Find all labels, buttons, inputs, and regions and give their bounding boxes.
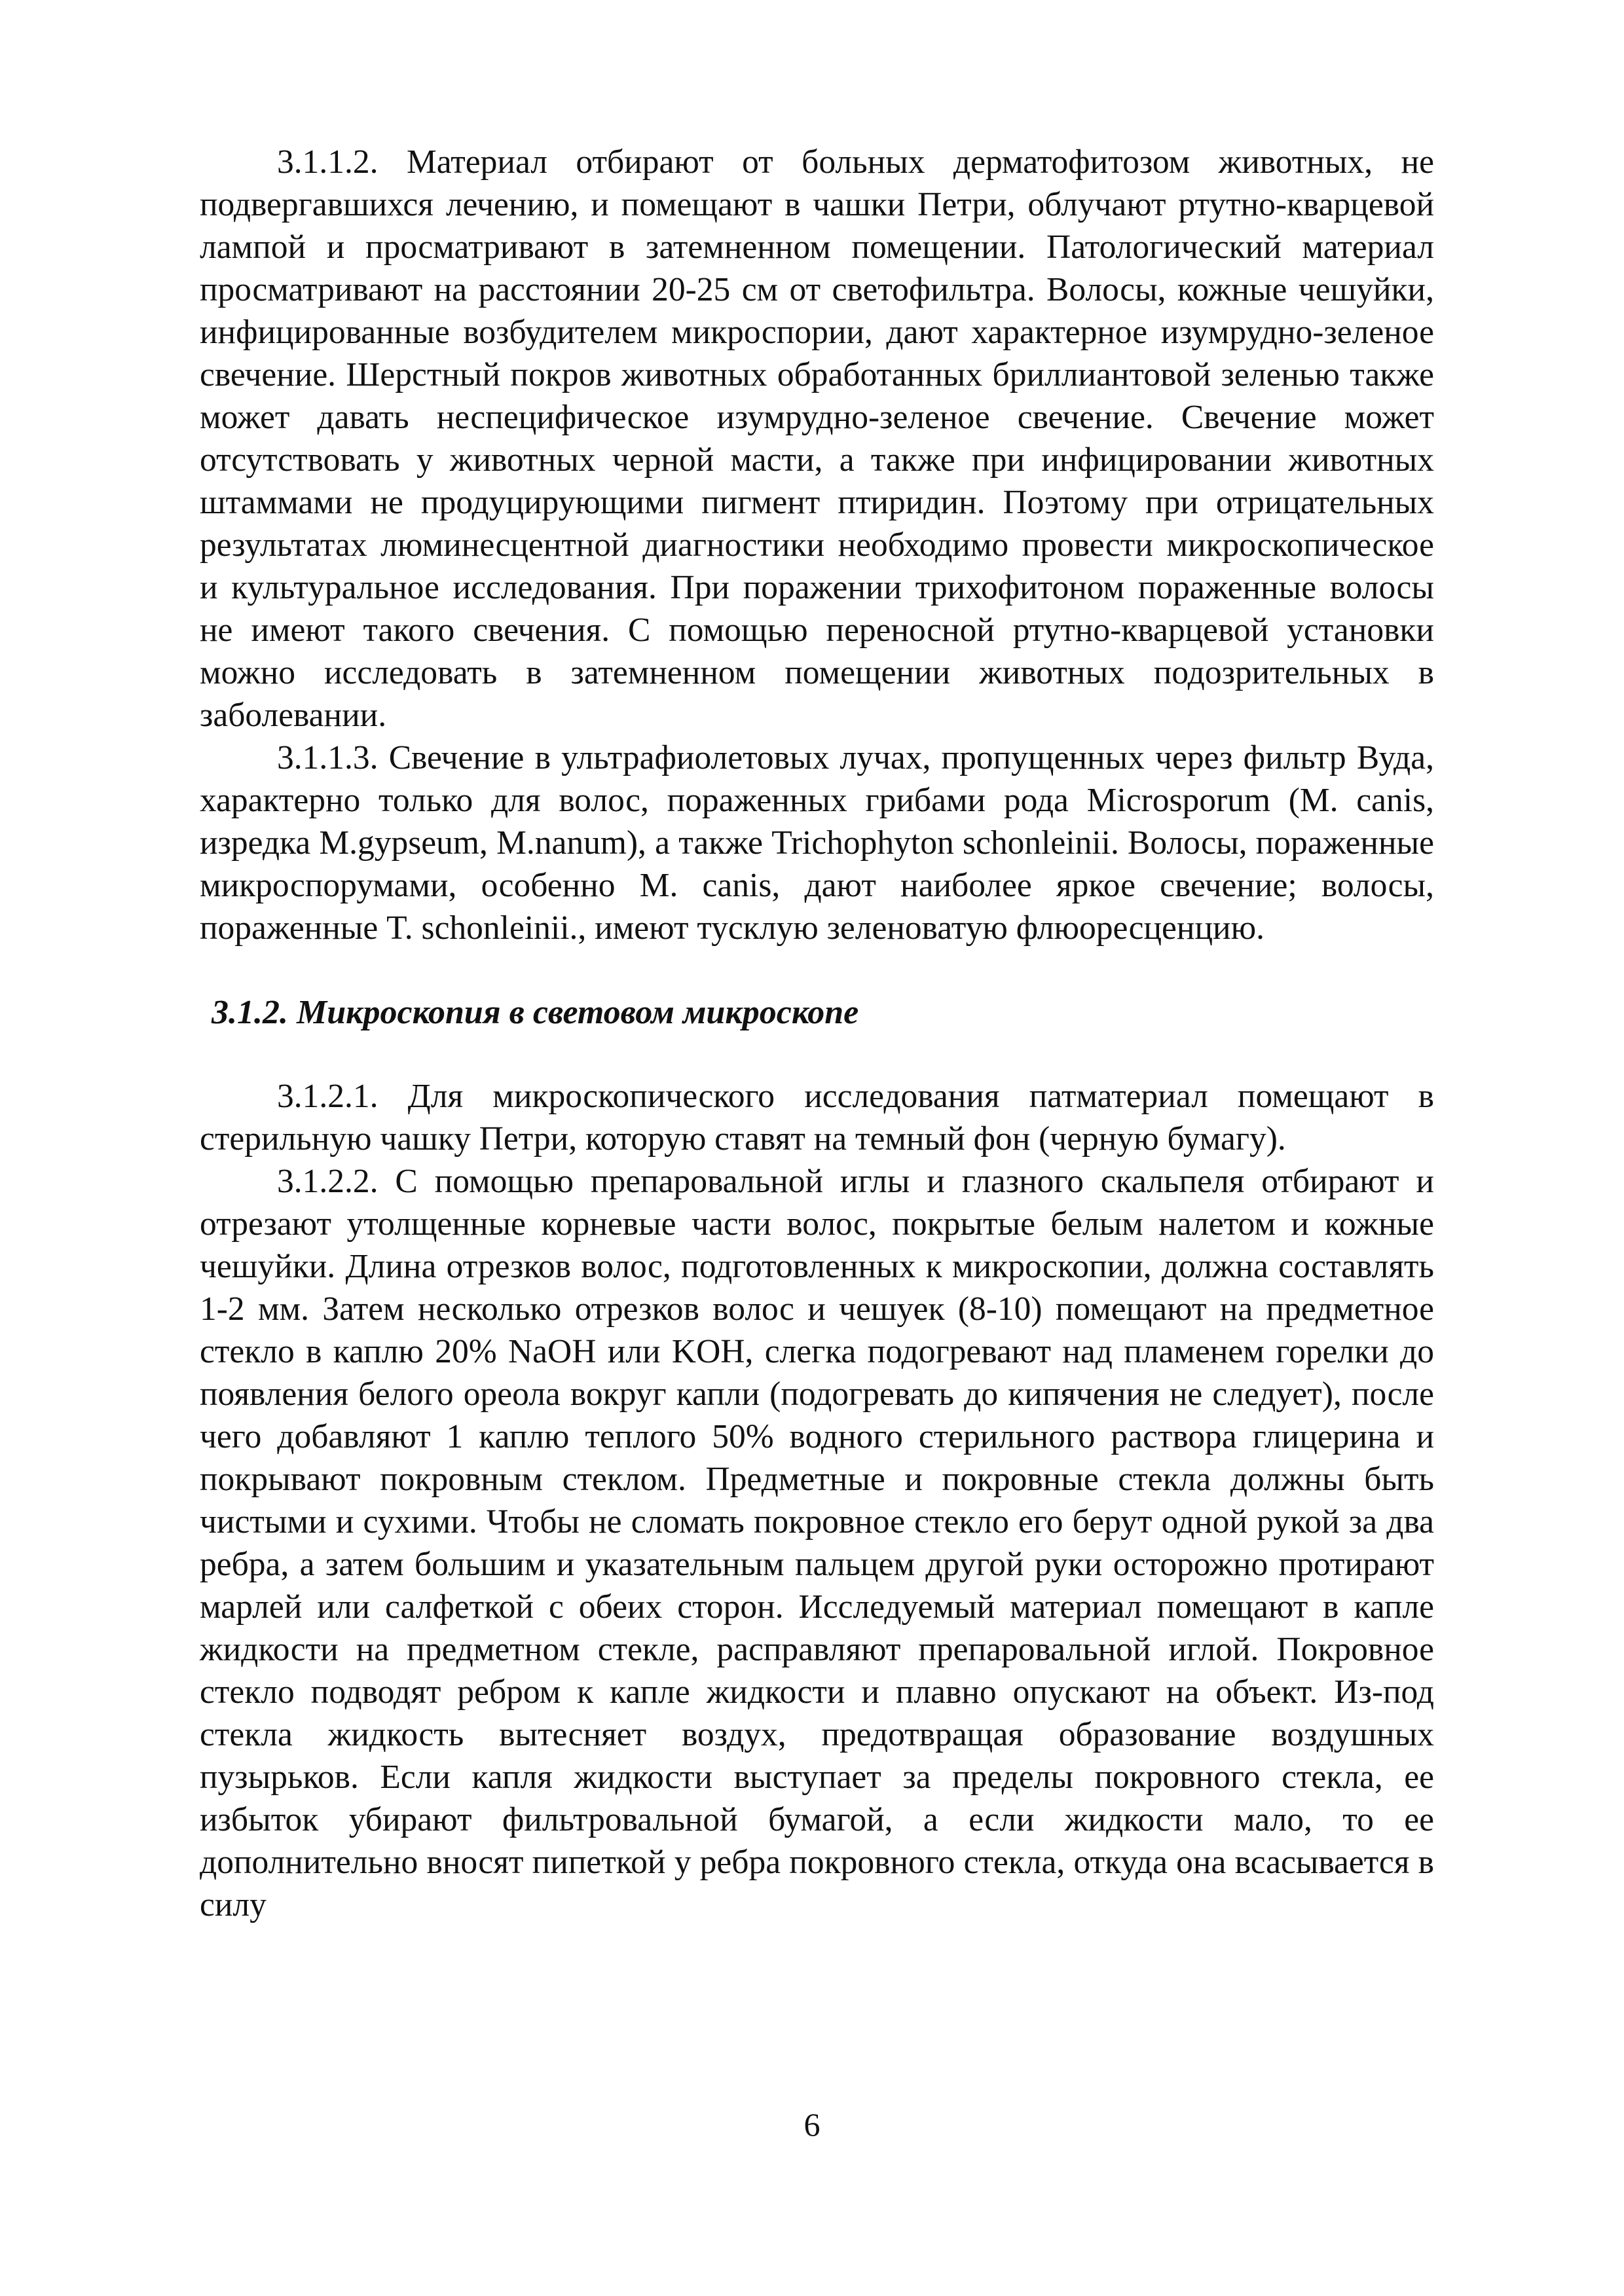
paragraph-3-1-2-2: 3.1.2.2. С помощью препаровальной иглы и глазного скальпеля отбирают и отрезают утолщенные корневые части волос, покрытые белым налетом и кожные чешуйки. Длина отрезков волос, подготовленных к микроскопии, должна составлять 1-2 мм. Затем несколько отрезков волос и чешуек (8-10) помещают на предметное стекло в каплю 20% NaOH или KOH, слегка подогревают над пламенем горелки до появления белого ореола вокруг капли (подогревать до кипячения не следует), после чего добавляют 1 каплю теплого 50% водного стерильного раствора глицерина и покрывают покровным стеклом. Предметные и покровные стекла должны быть чистыми и сухими. Чтобы не сломать покровное стекло его берут одной рукой за два ребра, а затем большим и указательным пальцем другой руки осторожно протирают марлей или салфеткой с обеих сторон. Исследуемый материал помещают в капле жидкости на предметном стекле, расправляют препаровальной иглой. Покровное стекло подводят ребром к капле жидкости и плавно опускают на объект. Из-под стекла жидкость вытесняет воздух, предотвращая образование воздушных пузырьков. Если капля жидкости выступает за пределы покровного стекла, ее избыток убирают фильтровальной бумагой, а если жидкости мало, то ее дополнительно вносят пипеткой у ребра покровного стекла, откуда она всасывается в силу (200, 1163, 1434, 1923)
paragraph-3-1-1-2: 3.1.1.2. Материал отбирают от больных дерматофитозом животных, не подвергавшихся лечению, и помещают в чашки Петри, облучают ртутно-кварцевой лампой и просматривают в затемненном помещении. Патологический материал просматривают на расстоянии 20-25 см от светофильтра. Волосы, кожные чешуйки, инфицированные возбудителем микроспории, дают характерное изумрудно-зеленое свечение. Шерстный покров животных обработанных бриллиантовой зеленью также может давать неспецифическое изумрудно-зеленое свечение. Свечение может отсутствовать у животных черной масти, а также при инфицировании животных штаммами не продуцирующими пигмент птиридин. Поэтому при отрицательных результатах люминесцентной диагностики необходимо провести микроскопическое и культуральное исследования. При поражении трихофитоном пораженные волосы не имеют такого свечения. С помощью переносной ртутно-кварцевой установки можно исследовать в затемненном помещении животных подозрительных в заболевании. (200, 143, 1434, 734)
page-number: 6 (803, 2106, 821, 2143)
document-page (200, 141, 1434, 1926)
section-heading: 3.1.2. Микроскопия в световом микроскопе (212, 994, 859, 1031)
paragraph-3-1-1-3: 3.1.1.3. Свечение в ультрафиолетовых лучах, пропущенных через фильтр Вуда, характерно только для волос, пораженных грибами рода Microsporum (M. canis, изредка M.gypseum, M.nanum), а также Trichophyton schonleinii. Волосы, пораженные микроспорумами, особенно M. canis, дают наиболее яркое свечение; волосы, пораженные T. schonleinii., имеют тусклую зеленоватую флюоресценцию. (200, 739, 1434, 947)
paragraph-3-1-2-1: 3.1.2.1. Для микроскопического исследования патматериал помещают в стерильную чашку Петри, которую ставят на темный фон (черную бумагу). (200, 1078, 1434, 1157)
